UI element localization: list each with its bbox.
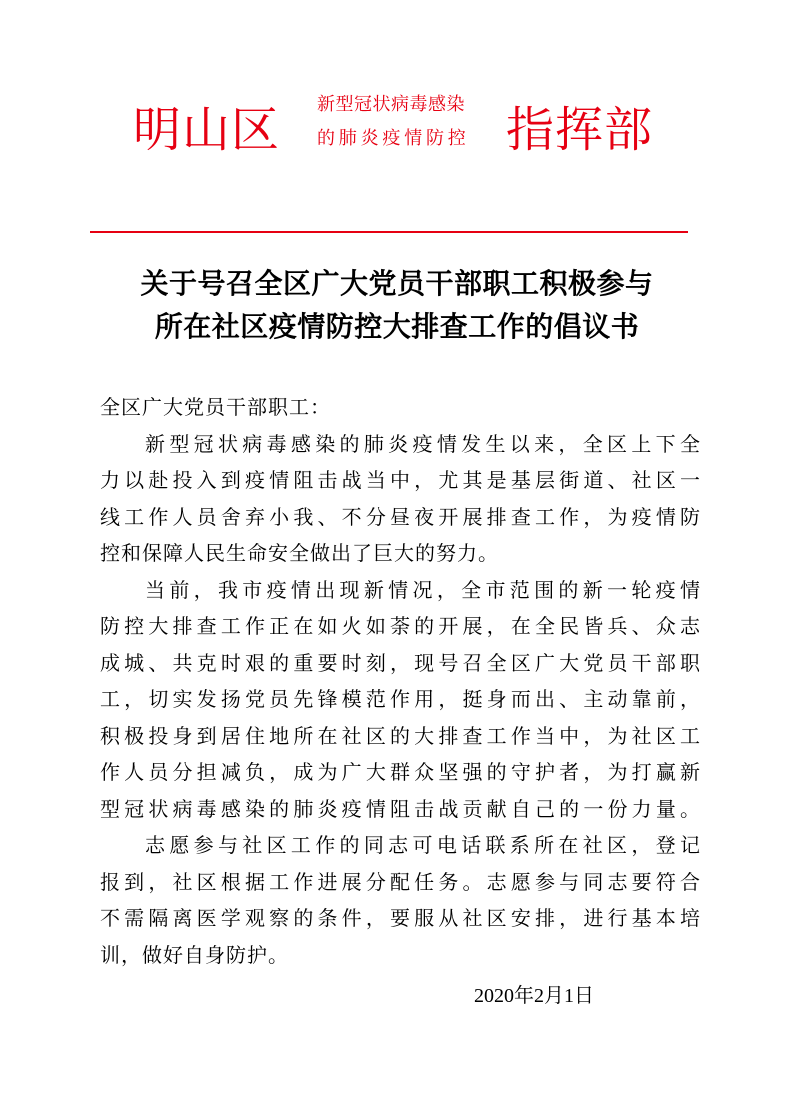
- document-title-line1: 关于号召全区广大党员干部职工积极参与: [140, 267, 654, 300]
- body-line: 线工作人员舍弃小我、不分昼夜开展排查工作，为疫情防: [100, 504, 700, 529]
- body-line: 训，做好自身防护。: [100, 942, 289, 967]
- body-line: 当前，我市疫情出现新情况，全市范围的新一轮疫情: [145, 577, 700, 602]
- salutation: 全区广大党员干部职工：: [100, 395, 331, 419]
- org-name-middle-line2: 的肺炎疫情防控: [317, 128, 470, 149]
- body-line: 志愿参与社区工作的同志可电话联系所在社区，登记: [145, 833, 700, 857]
- document-body: [100, 389, 700, 973]
- body-line: 不需隔离医学观察的条件，要服从社区安排，进行基本培: [100, 906, 700, 930]
- body-line: 力以赴投入到疫情阻击战当中，尤其是基层街道、社区一: [100, 468, 700, 492]
- body-line: 工，切实发扬党员先锋模范作用，挺身而出、主动靠前，: [100, 687, 700, 711]
- header-divider: [90, 231, 688, 233]
- body-line: 防控大排查工作正在如火如荼的开展，在全民皆兵、众志: [100, 614, 700, 638]
- body-line: 报到，社区根据工作进展分配任务。志愿参与同志要符合: [100, 869, 700, 894]
- org-name-middle: [317, 88, 497, 156]
- body-line: 作人员分担减负，成为广大群众坚强的守护者，为打赢新: [100, 760, 700, 784]
- body-line: 积极投身到居住地所在社区的大排查工作当中，为社区工: [100, 723, 700, 748]
- body-line: 型冠状病毒感染的肺炎疫情阻击战贡献自己的一份力量。: [100, 796, 700, 821]
- body-line: 控和保障人民生命安全做出了巨大的努力。: [100, 541, 499, 565]
- document-date: 2020年2月1日: [474, 985, 594, 1007]
- body-line: 成城、共克时艰的重要时刻，现号召全区广大党员干部职: [100, 650, 700, 675]
- document-title-line2: 所在社区疫情防控大排查工作的倡议书: [154, 310, 640, 343]
- body-line: 新型冠状病毒感染的肺炎疫情发生以来，全区上下全: [145, 431, 700, 456]
- org-name-right: 指挥部: [506, 102, 654, 158]
- org-name-left: 明山区: [133, 102, 281, 158]
- org-name-middle-line1: 新型冠状病毒感染: [317, 94, 465, 115]
- document-title: [0, 262, 794, 348]
